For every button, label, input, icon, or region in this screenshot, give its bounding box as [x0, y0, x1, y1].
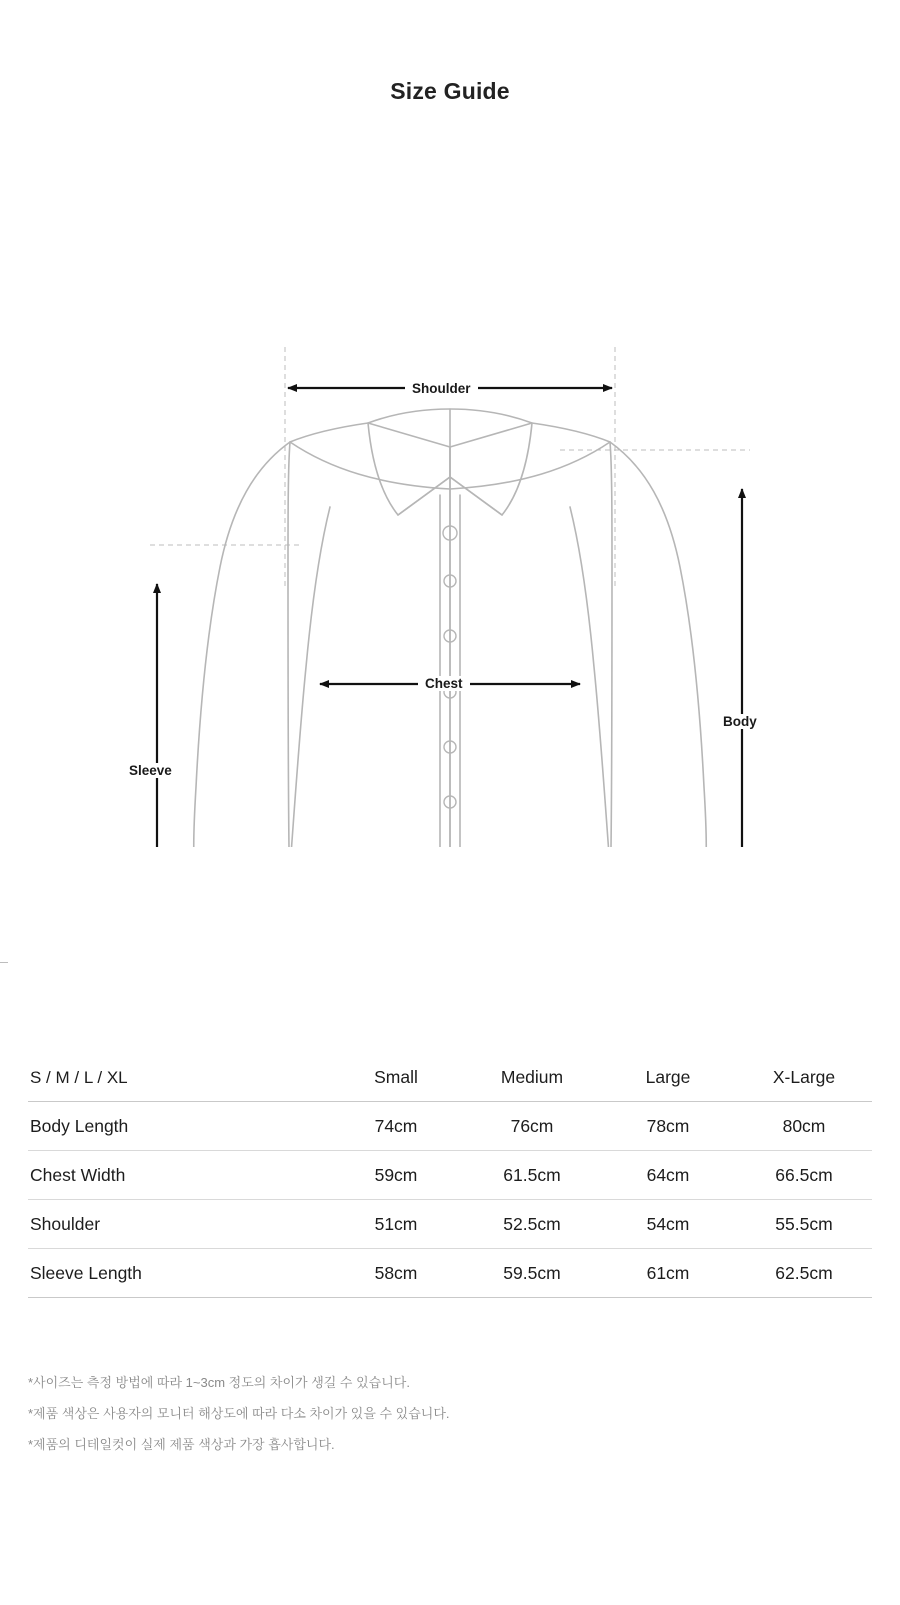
note-3: *제품의 디테일컷이 실제 제품 색상과 가장 흡사합니다.	[28, 1437, 335, 1453]
body-label: Body	[716, 714, 764, 729]
row-label-sleeve-length: Sleeve Length	[28, 1249, 328, 1298]
cell-shoulder-medium: 52.5cm	[464, 1200, 600, 1249]
size-table-body	[28, 1102, 872, 1298]
cell-chest-width-xlarge: 66.5cm	[736, 1151, 872, 1200]
cell-chest-width-large: 64cm	[600, 1151, 736, 1200]
header-sizes-label: S / M / L / XL	[28, 1053, 328, 1102]
cell-sleeve-length-large: 61cm	[600, 1249, 736, 1298]
left-edge-tick	[0, 962, 8, 963]
size-table-head	[28, 1053, 872, 1102]
size-table	[28, 1053, 872, 1298]
page-title: Size Guide	[390, 78, 510, 104]
cell-chest-width-small: 59cm	[328, 1151, 464, 1200]
shirt-illustration	[193, 409, 707, 847]
cell-sleeve-length-small: 58cm	[328, 1249, 464, 1298]
cell-body-length-medium: 76cm	[464, 1102, 600, 1151]
header-small: Small	[328, 1053, 464, 1102]
header-large: Large	[600, 1053, 736, 1102]
row-label-chest-width: Chest Width	[28, 1151, 328, 1200]
chest-label: Chest	[418, 676, 470, 691]
note-2: *제품 색상은 사용자의 모니터 해상도에 따라 다소 차이가 있을 수 있습니다.	[28, 1406, 450, 1422]
row-label-body-length: Body Length	[28, 1102, 328, 1151]
cell-body-length-small: 74cm	[328, 1102, 464, 1151]
cell-shoulder-large: 54cm	[600, 1200, 736, 1249]
cell-sleeve-length-medium: 59.5cm	[464, 1249, 600, 1298]
table-row	[28, 1102, 872, 1151]
diagram-svg	[0, 147, 900, 847]
cell-chest-width-medium: 61.5cm	[464, 1151, 600, 1200]
cell-sleeve-length-xlarge: 62.5cm	[736, 1249, 872, 1298]
header-medium: Medium	[464, 1053, 600, 1102]
size-table-wrap	[28, 1053, 872, 1298]
row-label-shoulder: Shoulder	[28, 1200, 328, 1249]
sleeve-label: Sleeve	[122, 763, 179, 778]
note-1: *사이즈는 측정 방법에 따라 1~3cm 정도의 차이가 생길 수 있습니다.	[28, 1375, 410, 1390]
table-row	[28, 1249, 872, 1298]
cell-body-length-large: 78cm	[600, 1102, 736, 1151]
size-diagram	[0, 147, 900, 847]
table-row	[28, 1151, 872, 1200]
cell-shoulder-small: 51cm	[328, 1200, 464, 1249]
cell-body-length-xlarge: 80cm	[736, 1102, 872, 1151]
header-xlarge: X-Large	[736, 1053, 872, 1102]
shoulder-label: Shoulder	[405, 381, 478, 396]
notes	[28, 1373, 858, 1466]
table-header-row	[28, 1053, 872, 1102]
table-row	[28, 1200, 872, 1249]
cell-shoulder-xlarge: 55.5cm	[736, 1200, 872, 1249]
